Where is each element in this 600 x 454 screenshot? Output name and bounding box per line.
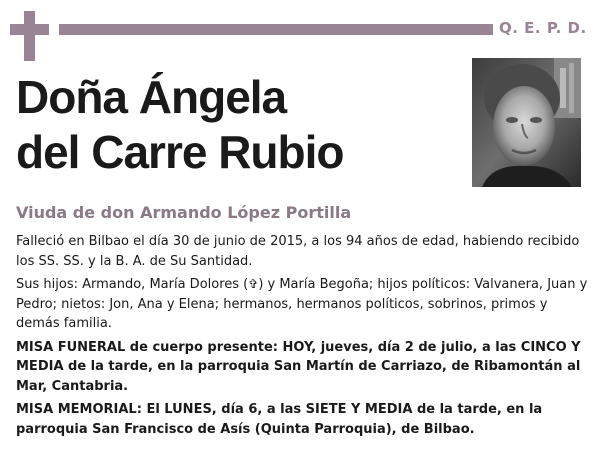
- name-line-2: del Carre Rubio: [16, 126, 344, 178]
- cross-icon-vertical: [24, 11, 35, 61]
- deceased-name: [16, 70, 344, 180]
- name-line-1: Doña Ángela: [16, 71, 287, 123]
- portrait-image: [472, 58, 581, 187]
- widow-of-subtitle: Viuda de don Armando López Portilla: [16, 203, 352, 222]
- obituary-body: [16, 232, 590, 443]
- death-notice-paragraph: Falleció en Bilbao el día 30 de junio de 2015, a los 94 años de edad, habiendo recibido los SS. SS. y la B. A. de Su Santidad.: [16, 234, 580, 269]
- family-text-start: Sus hijos: Armando, María Dolores (: [16, 277, 249, 292]
- family-paragraph: [16, 275, 590, 334]
- portrait-photo: [472, 58, 581, 187]
- cross-icon-horizontal: [10, 24, 49, 35]
- qepd-badge: Q. E. P. D.: [499, 19, 587, 37]
- funeral-mass-paragraph: MISA FUNERAL de cuerpo presente: HOY, jueves, día 2 de julio, a las CINCO Y MEDIA de la tarde, en la parroquia San Martín de Carriazo, de Ribamontán al Mar, Cantabria.: [16, 339, 581, 394]
- family-text-end: ) y María Begoña; hijos políticos: Valvanera, Juan y Pedro; nietos: Jon, Ana y Elena; hermanos, hermanos políticos, sobrinos, primos y demás familia.: [16, 277, 588, 331]
- memorial-mass-paragraph: MISA MEMORIAL: El LUNES, día 6, a las SIETE Y MEDIA de la tarde, en la parroquia San Francisco de Asís (Quinta Parroquia), de Bilbao.: [16, 402, 543, 437]
- deceased-cross-icon: ✞: [248, 277, 259, 291]
- header-divider-bar: [59, 24, 493, 35]
